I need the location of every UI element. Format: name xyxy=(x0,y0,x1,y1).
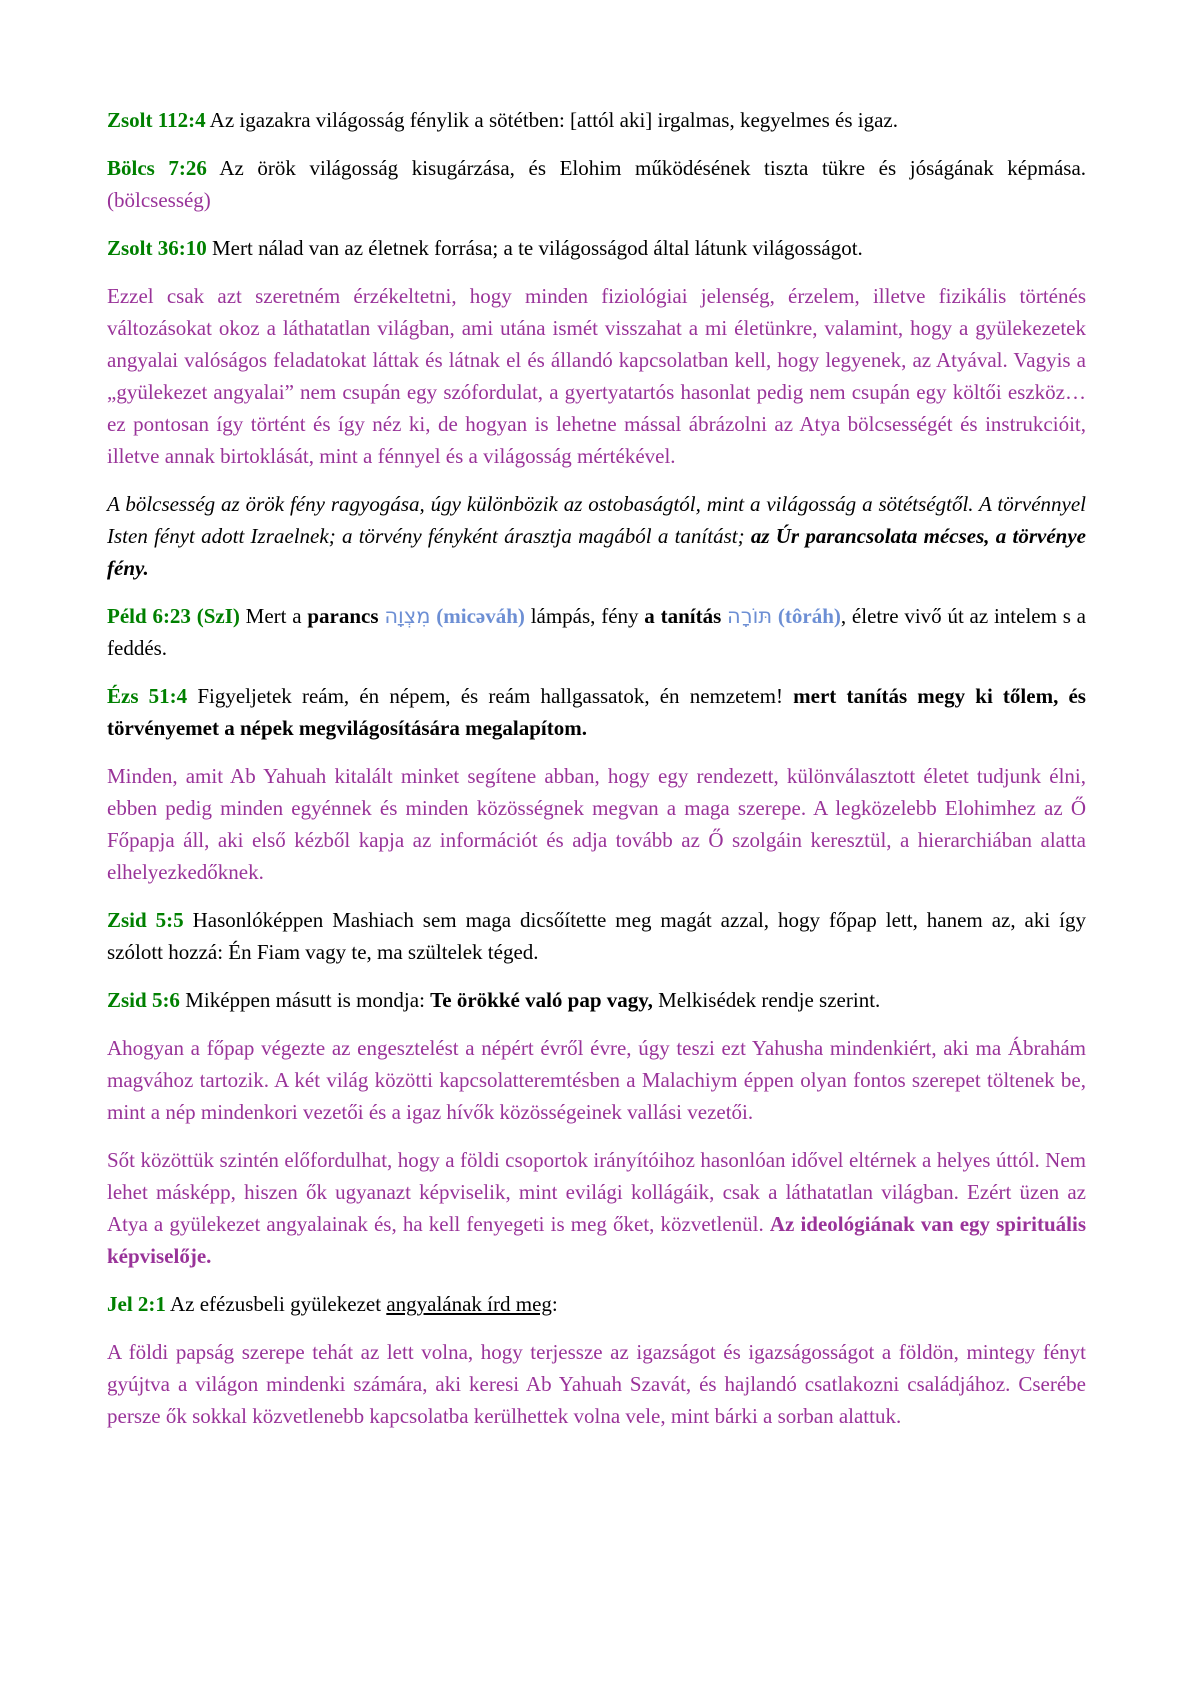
paragraph xyxy=(107,680,1086,744)
bold-commentary: Az ideológiának van egy spirituális képviselője. xyxy=(107,1212,1086,1268)
commentary-text: Minden, amit Ab Yahuah kitalált minket segítene abban, hogy egy rendezett, különválasztott életet tudjunk élni, ebben pedig minden egyénnek és minden közösségnek megvan a maga szerepe. A legközelebb Elohimhez az Ő Főpapja áll, aki első kézből kapja az információt és adja tovább az Ő szolgáin keresztül, a hierarchiában alatta elhelyezkedőknek. xyxy=(107,764,1086,884)
text-segment: Figyeljetek reám, én népem, és reám hallgassatok, én nemzetem! xyxy=(187,684,794,708)
text-segment: Hasonlóképpen Mashiach sem maga dicsőítette meg magát azzal, hogy főpap lett, hanem az, aki így szólott hozzá: Én Fiam vagy te, ma szültelek téged. xyxy=(107,908,1087,964)
hebrew-transliteration: (tôráh) xyxy=(772,604,841,628)
paragraph xyxy=(107,984,1086,1016)
hebrew-word: תּוֹרָה xyxy=(727,604,773,628)
paragraph xyxy=(107,1336,1086,1432)
text-segment: lámpás, fény xyxy=(524,604,645,628)
commentary-text: A földi papság szerepe tehát az lett volna, hogy terjessze az igazságot és igazságosságot a földön, mintegy fényt gyújtva a világon mindenki számára, aki keresi Ab Yahuah Szavát, és hajlandó csatlakozni családjához. Cserébe persze ők sokkal közvetlenebb kapcsolatba kerülhettek volna vele, mint bárki a sorban alattuk. xyxy=(107,1340,1086,1428)
text-segment: , életre vivő út az intelem s a feddés. xyxy=(107,604,1086,660)
commentary-text: Sőt közöttük szintén előfordulhat, hogy a földi csoportok irányítóihoz hasonlóan idővel eltérnek a helyes úttól. Nem lehet másképp, hiszen ők ugyanazt képviselik, mint evilági kollágáik, csak a láthatatlan világban. Ezért üzen az Atya a gyülekezet angyalainak és, ha kell fenyegeti is meg őket, közvetlenül. xyxy=(107,1148,1086,1236)
commentary-text: Ahogyan a főpap végezte az engesztelést a népért évről évre, úgy teszi ezt Yahusha mindenkiért, aki ma Ábrahám magvához tartozik. A két világ közötti kapcsolatteremtésben a Malachiym éppen olyan fontos szerepet töltenek be, mint a nép mindenkori vezetői és a igaz hívők közösségeinek vallási vezetői. xyxy=(107,1036,1086,1124)
verse-reference: Zsolt 36:10 xyxy=(107,236,207,260)
verse-reference: Zsolt 112:4 xyxy=(107,108,206,132)
commentary-text: Ezzel csak azt szeretném érzékeltetni, hogy minden fiziológiai jelenség, érzelem, illetve fizikális történés változásokat okoz a láthatatlan világban, ami utána ismét visszahat a mi életünkre, valamint, hogy a gyülekezetek angyalai valóságos feladatokat láttak és látnak el és állandó kapcsolatban kell, hogy legyenek, az Atyával. Vagyis a „gyülekezet angyalai” nem csupán egy szófordulat, a gyertyatartós hasonlat pedig nem csupán egy költői eszköz… ez pontosan így történt és így néz ki, de hogyan is lehetne mással ábrázolni az Atya bölcsességét és instrukcióit, illetve annak birtoklását, mint a fénnyel és a világosság mértékével. xyxy=(107,284,1086,468)
paragraph xyxy=(107,232,1086,264)
verse-reference: Ézs 51:4 xyxy=(107,684,188,708)
bold-text: mert tanítás megy ki tőlem, és törvényemet a népek megvilágosítására megalapítom. xyxy=(107,684,1086,740)
text-segment: Miképpen másutt is mondja: xyxy=(179,988,431,1012)
verse-reference: Jel 2:1 xyxy=(107,1292,166,1316)
paragraph xyxy=(107,1288,1086,1320)
paragraph xyxy=(107,488,1086,584)
hebrew-transliteration: (micəváh) xyxy=(430,604,525,628)
paragraph xyxy=(107,1144,1086,1272)
bold-text: a tanítás xyxy=(644,604,722,628)
underlined-phrase: angyalának írd meg xyxy=(386,1292,552,1316)
paragraph xyxy=(107,1032,1086,1128)
text-content xyxy=(107,104,1086,1432)
verse-reference: Bölcs 7:26 xyxy=(107,156,207,180)
bold-text: Te örökké való pap vagy, xyxy=(430,988,653,1012)
text-segment: A bölcsesség az örök fény ragyogása, úgy különbözik az ostobaságtól, mint a világosság a sötétségtől. A törvénnyel Isten fényt adott Izraelnek; a törvény fényként árasztja magából a tanítást; xyxy=(107,492,1086,548)
verse-reference: Péld 6:23 (SzI) xyxy=(107,604,240,628)
verse-reference: Zsid 5:5 xyxy=(107,908,184,932)
text-segment: Mert nálad van az életnek forrása; a te világosságod által látunk világosságot. xyxy=(206,236,863,260)
paragraph xyxy=(107,104,1086,136)
commentary-text: (bölcsesség) xyxy=(107,188,211,212)
text-segment: Melkisédek rendje szerint. xyxy=(652,988,881,1012)
paragraph xyxy=(107,280,1086,472)
text-segment: Az efézusbeli gyülekezet xyxy=(165,1292,387,1316)
paragraph xyxy=(107,904,1086,968)
hebrew-word: מִצְוָה xyxy=(384,604,431,628)
paragraph xyxy=(107,152,1086,216)
text-segment: Az örök világosság kisugárzása, és Elohim működésének tiszta tükre és jóságának képmása. xyxy=(206,156,1087,180)
text-segment: Az igazakra világosság fénylik a sötétben: [attól aki] irgalmas, kegyelmes és igaz. xyxy=(205,108,898,132)
paragraph xyxy=(107,760,1086,888)
bold-italic-text: az Úr parancsolata mécses, a törvénye fény. xyxy=(107,524,1086,580)
verse-reference: Zsid 5:6 xyxy=(107,988,180,1012)
paragraph xyxy=(107,600,1086,664)
bold-text: parancs xyxy=(307,604,379,628)
text-segment: Mert a xyxy=(239,604,308,628)
text-segment: : xyxy=(551,1292,558,1316)
